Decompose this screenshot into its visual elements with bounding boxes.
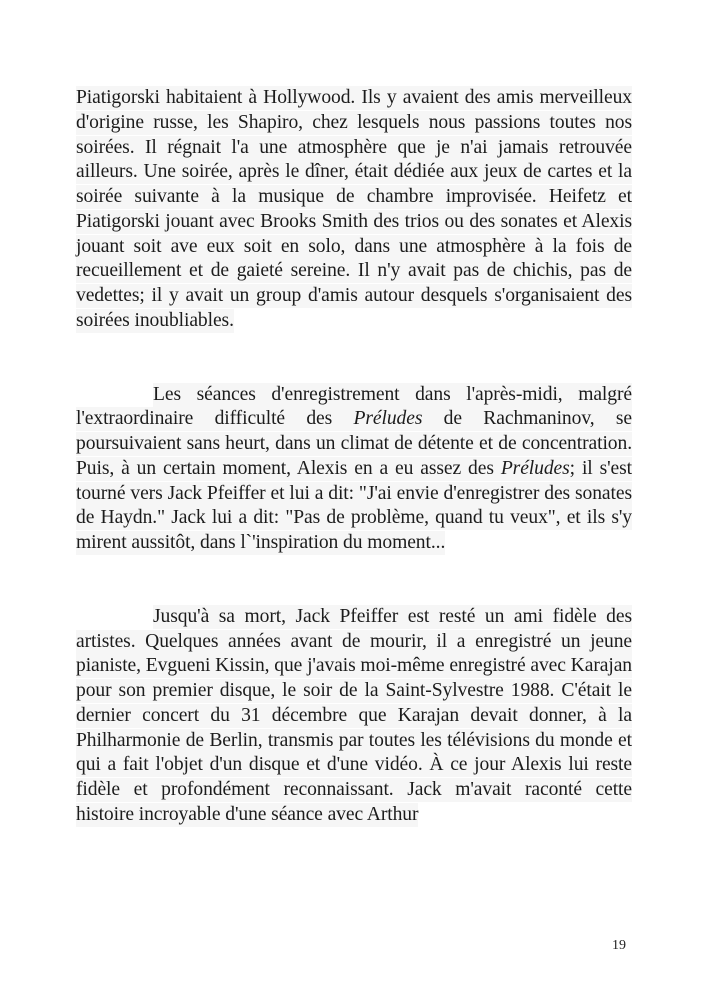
paragraph-3-text: Jusqu'à sa mort, Jack Pfeiffer est resté un ami fidèle des artistes. Quelques années avant de mourir, il a enregistré un jeune pianiste, Evgueni Kissin, que j'avais moi-même enregistré avec Karajan pour son premier disque, le soir de la Saint-Sylvestre 1988. C'était le dernier concert du 31 décembre que Karajan devait donner, à la Philharmonie de Berlin, transmis par toutes les télévisions du monde et qui a fait l'objet d'un disque et d'une vidéo. À ce jour Alexis lui reste fidèle et profondément reconnaissant. Jack m'avait raconté cette histoire incroyable d'une séance avec Arthur	[76, 605, 632, 825]
italic-title-preludes: Préludes	[353, 408, 423, 430]
text-segment: ; il s'est tourné vers Jack Pfeiffer et lui a dit: "J'ai envie d'enregistrer des sonates de Haydn." Jack lui a dit: "Pas de problème, quand tu veux", et ils s'y mirent aussitôt, dans l`'inspiration du moment...	[76, 457, 632, 553]
paragraph-3	[76, 605, 632, 828]
page-number: 19	[612, 938, 626, 953]
paragraph-1	[76, 86, 632, 334]
text-segment: de Rachmaninov, se poursuivaient sans heurt, dans un climat de détente et de concentration. Puis, à un certain moment, Alexis en a eu assez des	[76, 408, 632, 479]
text-segment: Les séances d'enregistrement dans l'après-midi, malgré l'extraordinaire difficulté des	[76, 383, 632, 430]
paragraph-2-text	[76, 383, 632, 556]
document-page	[76, 86, 632, 828]
italic-title-preludes: Préludes	[500, 457, 570, 479]
paragraph-spacer	[76, 334, 632, 383]
paragraph-1-text: Piatigorski habitaient à Hollywood. Ils y avaient des amis merveilleux d'origine russe, les Shapiro, chez lesquels nous passions toutes nos soirées. Il régnait l'a une atmosphère que je n'ai jamais retrouvée ailleurs. Une soirée, après le dîner, était dédiée aux jeux de cartes et la soirée suivante à la musique de chambre improvisée. Heifetz et Piatigorski jouant avec Brooks Smith des trios ou des sonates et Alexis jouant soit ave eux soit en solo, dans une atmosphère à la fois de recueillement et de gaieté sereine. Il n'y avait pas de chichis, pas de vedettes; il y avait un group d'amis autour desquels s'organisaient des soirées inoubliables.	[76, 87, 632, 331]
paragraph-spacer	[76, 556, 632, 605]
paragraph-2	[76, 383, 632, 556]
